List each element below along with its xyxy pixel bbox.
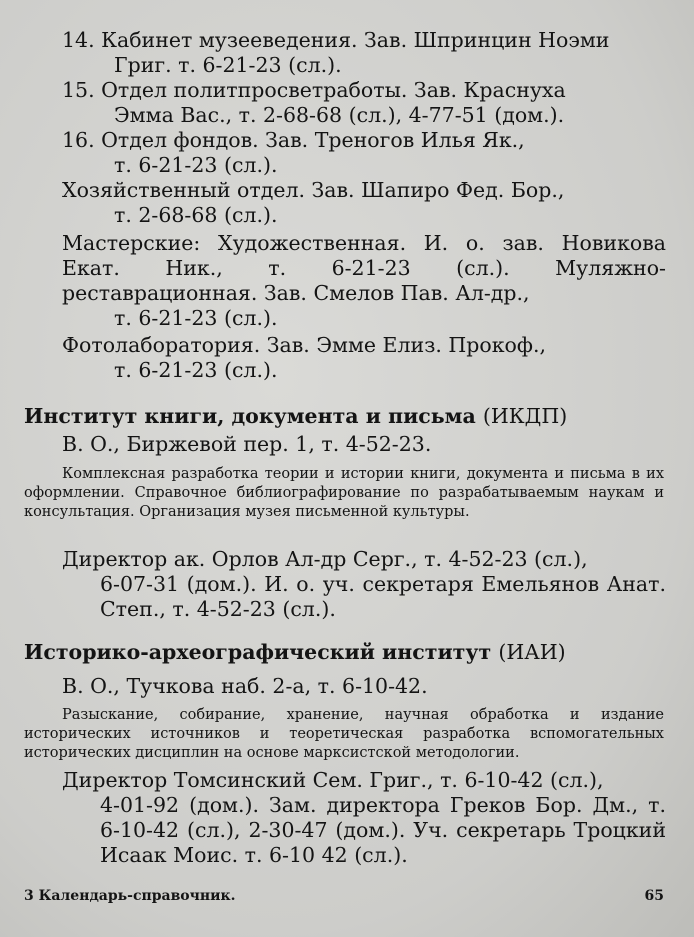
entry-photo-lab xyxy=(62,333,666,383)
institute-description-iai: Разыскание, собирание, хранение, научная обработка и издание исторических источников и теоретическая разработка вспомогательных исторических дисциплин на основе марксистской методологии. xyxy=(24,707,664,761)
page-number: 65 xyxy=(644,888,664,904)
institute-staff-iai xyxy=(62,768,666,868)
institute-name: Институт книги, документа и письма xyxy=(24,404,476,428)
entry-line: т. 6-21-23 (сл.). xyxy=(114,306,278,330)
entry-line: Эмма Вас., т. 2-68-68 (сл.), 4-77-51 (дом.). xyxy=(114,103,565,127)
institute-abbreviation: (ИКДП) xyxy=(482,404,568,428)
page-footer xyxy=(24,888,664,904)
staff-line: 4-01-92 (дом.). Зам. директора Греков Бор. Дм., т. 6-10-42 (сл.), 2-30-47 (дом.). Уч. секретарь Троцкий Исаак Моис. т. 6-10 42 (сл.). xyxy=(100,793,666,867)
entry-line: т. 6-21-23 (сл.). xyxy=(114,358,278,382)
entry-line: 16. Отдел фондов. Зав. Треногов Илья Як., xyxy=(62,128,525,152)
entry-line: Мастерские: Художественная. И. о. зав. Новикова Екат. Ник., т. 6-21-23 (сл.). Муляжно-реставрационная. Зав. Смелов Пав. Ал-др., xyxy=(62,231,666,305)
institute-address-ikdp: В. О., Биржевой пер. 1, т. 4-52-23. xyxy=(62,432,432,456)
institute-staff-ikdp xyxy=(62,547,666,622)
entry-line: Хозяйственный отдел. Зав. Шапиро Фед. Бор., xyxy=(62,178,565,202)
entry-household xyxy=(62,178,666,228)
institute-title-ikdp xyxy=(24,404,664,429)
entry-line: Григ. т. 6-21-23 (сл.). xyxy=(114,53,342,77)
entry-line: 15. Отдел политпросветработы. Зав. Краснуха xyxy=(62,78,566,102)
institute-abbreviation: (ИАИ) xyxy=(498,640,566,664)
staff-line: 6-07-31 (дом.). И. о. уч. секретаря Емельянов Анат. Степ., т. 4-52-23 (сл.). xyxy=(100,572,666,621)
institute-name: Историко-археографический институт xyxy=(24,640,492,664)
staff-line: Директор Томсинский Сем. Григ., т. 6-10-42 (сл.), xyxy=(62,768,604,792)
entry-line: 14. Кабинет музееведения. Зав. Шпринцин Ноэми xyxy=(62,28,610,52)
entry-line: Фотолаборатория. Зав. Эмме Елиз. Прокоф., xyxy=(62,333,546,357)
entry-workshops xyxy=(62,231,666,331)
entry-line: т. 2-68-68 (сл.). xyxy=(114,203,278,227)
entry-political-education xyxy=(62,78,666,128)
institute-address-iai: В. О., Тучкова наб. 2-а, т. 6-10-42. xyxy=(62,674,428,698)
footer-title: 3 Календарь-справочник. xyxy=(24,888,236,904)
staff-line: Директор ак. Орлов Ал-др Серг., т. 4-52-23 (сл.), xyxy=(62,547,588,571)
entry-line: т. 6-21-23 (сл.). xyxy=(114,153,278,177)
entry-funds xyxy=(62,128,666,178)
entry-museum-studies xyxy=(62,28,666,78)
institute-description-ikdp: Комплексная разработка теории и истории книги, документа и письма в их оформлении. Справочное библиографирование по разрабатываемым наукам и консультация. Организация музея письменной культуры. xyxy=(24,466,664,520)
institute-title-iai xyxy=(24,640,664,665)
